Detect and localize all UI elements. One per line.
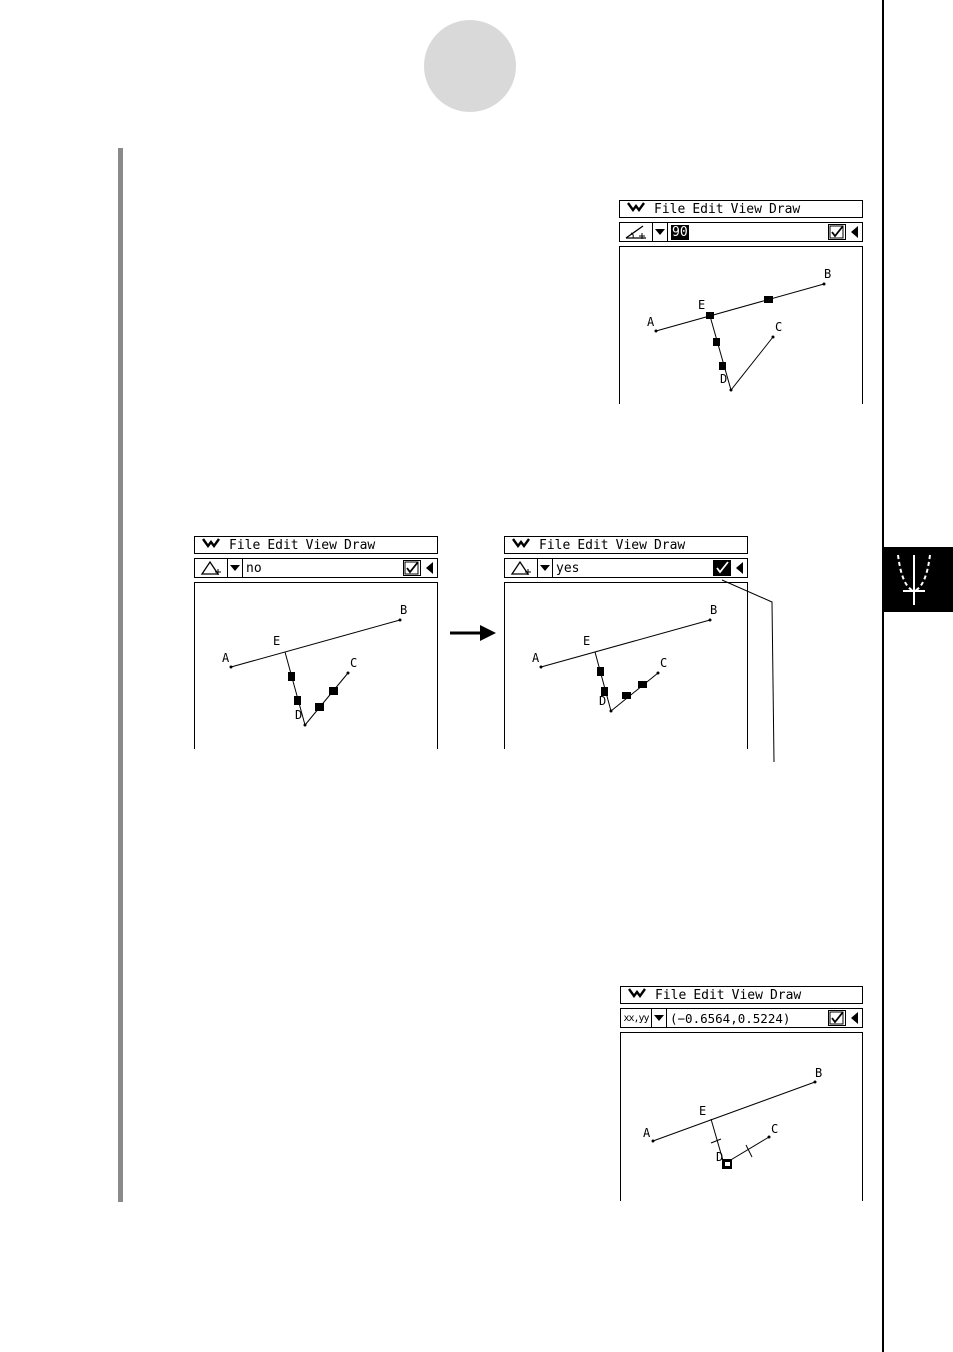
measure-toolbar — [620, 1008, 863, 1028]
point-label-e: E — [698, 298, 706, 312]
menu-bar — [194, 536, 438, 554]
calculator-screen-1 — [619, 200, 863, 404]
geometry-canvas[interactable] — [194, 582, 438, 749]
menu-chevron-icon[interactable] — [627, 987, 647, 1003]
menu-edit[interactable]: Edit — [692, 201, 724, 217]
point-label-a: A — [643, 1126, 651, 1140]
point-label-c: C — [660, 656, 668, 670]
point-label-c: C — [350, 656, 358, 670]
measure-value-field[interactable]: no — [246, 560, 262, 576]
triangle-icon[interactable] — [505, 559, 538, 577]
menu-chevron-icon[interactable] — [626, 201, 646, 217]
menu-draw[interactable]: Draw — [343, 537, 376, 553]
menu-view[interactable]: View — [731, 987, 763, 1003]
point-label-c: C — [775, 320, 783, 334]
point-label-d: D — [720, 372, 728, 386]
calculator-screen-3 — [504, 536, 748, 749]
measure-toolbar — [504, 558, 748, 578]
menu-view[interactable]: View — [305, 537, 337, 553]
point-label-b: B — [710, 603, 718, 617]
left-arrow-icon[interactable] — [423, 559, 437, 577]
menu-edit[interactable]: Edit — [267, 537, 299, 553]
measure-value-field[interactable]: yes — [556, 560, 580, 576]
menu-chevron-icon[interactable] — [201, 537, 221, 553]
dropdown-arrow-icon[interactable] — [653, 223, 668, 241]
menu-edit[interactable]: Edit — [693, 987, 725, 1003]
coordinate-icon[interactable]: xx,yy — [621, 1009, 652, 1027]
checkbox-callout-line — [720, 578, 780, 763]
point-label-a: A — [222, 651, 230, 665]
dropdown-arrow-icon[interactable] — [228, 559, 243, 577]
menu-bar — [504, 536, 748, 554]
point-label-b: B — [824, 267, 832, 281]
left-arrow-icon[interactable] — [733, 559, 747, 577]
point-label-b: B — [815, 1066, 823, 1080]
calculator-screen-4 — [620, 986, 863, 1201]
triangle-icon[interactable] — [195, 559, 228, 577]
menu-draw[interactable]: Draw — [653, 537, 686, 553]
point-label-e: E — [583, 634, 591, 648]
left-arrow-icon[interactable] — [848, 223, 862, 241]
point-label-d: D — [599, 694, 607, 708]
left-arrow-icon[interactable] — [848, 1009, 862, 1027]
angle-icon[interactable] — [620, 223, 653, 241]
measure-value-field[interactable]: 90 — [672, 224, 688, 240]
checkbox-icon[interactable] — [713, 560, 731, 576]
point-label-a: A — [647, 315, 655, 329]
measure-value-field[interactable]: (−0.6564,0.5224) — [670, 1010, 791, 1026]
right-arrow-icon — [450, 624, 496, 642]
menu-view[interactable]: View — [730, 201, 762, 217]
geometry-canvas[interactable] — [619, 246, 863, 404]
calculator-screen-2 — [194, 536, 438, 749]
menu-draw[interactable]: Draw — [769, 987, 802, 1003]
menu-bar — [620, 986, 863, 1004]
menu-file[interactable]: File — [229, 537, 261, 553]
checkbox-icon[interactable] — [403, 560, 421, 576]
menu-bar — [619, 200, 863, 218]
menu-file[interactable]: File — [655, 987, 687, 1003]
checkbox-icon[interactable] — [828, 224, 846, 240]
page-right-rule — [882, 0, 884, 1352]
menu-view[interactable]: View — [615, 537, 647, 553]
menu-draw[interactable]: Draw — [768, 201, 801, 217]
point-label-e: E — [699, 1104, 707, 1118]
chapter-marker-circle — [424, 20, 516, 112]
menu-edit[interactable]: Edit — [577, 537, 609, 553]
measure-toolbar — [194, 558, 438, 578]
menu-chevron-icon[interactable] — [511, 537, 531, 553]
menu-file[interactable]: File — [539, 537, 571, 553]
point-label-a: A — [532, 651, 540, 665]
measure-toolbar — [619, 222, 863, 242]
menu-file[interactable]: File — [654, 201, 686, 217]
point-label-e: E — [273, 634, 281, 648]
chapter-tab — [882, 547, 953, 612]
point-label-c: C — [771, 1122, 779, 1136]
geometry-canvas[interactable] — [620, 1032, 863, 1201]
section-left-bar — [118, 148, 123, 1202]
point-label-d: D — [716, 1150, 724, 1164]
dropdown-arrow-icon[interactable] — [652, 1009, 667, 1027]
checkbox-icon[interactable] — [828, 1010, 846, 1026]
geometry-canvas[interactable] — [504, 582, 748, 749]
chapter-tab-icon — [882, 547, 953, 612]
point-label-b: B — [400, 603, 408, 617]
point-label-d: D — [295, 708, 303, 722]
dropdown-arrow-icon[interactable] — [538, 559, 553, 577]
